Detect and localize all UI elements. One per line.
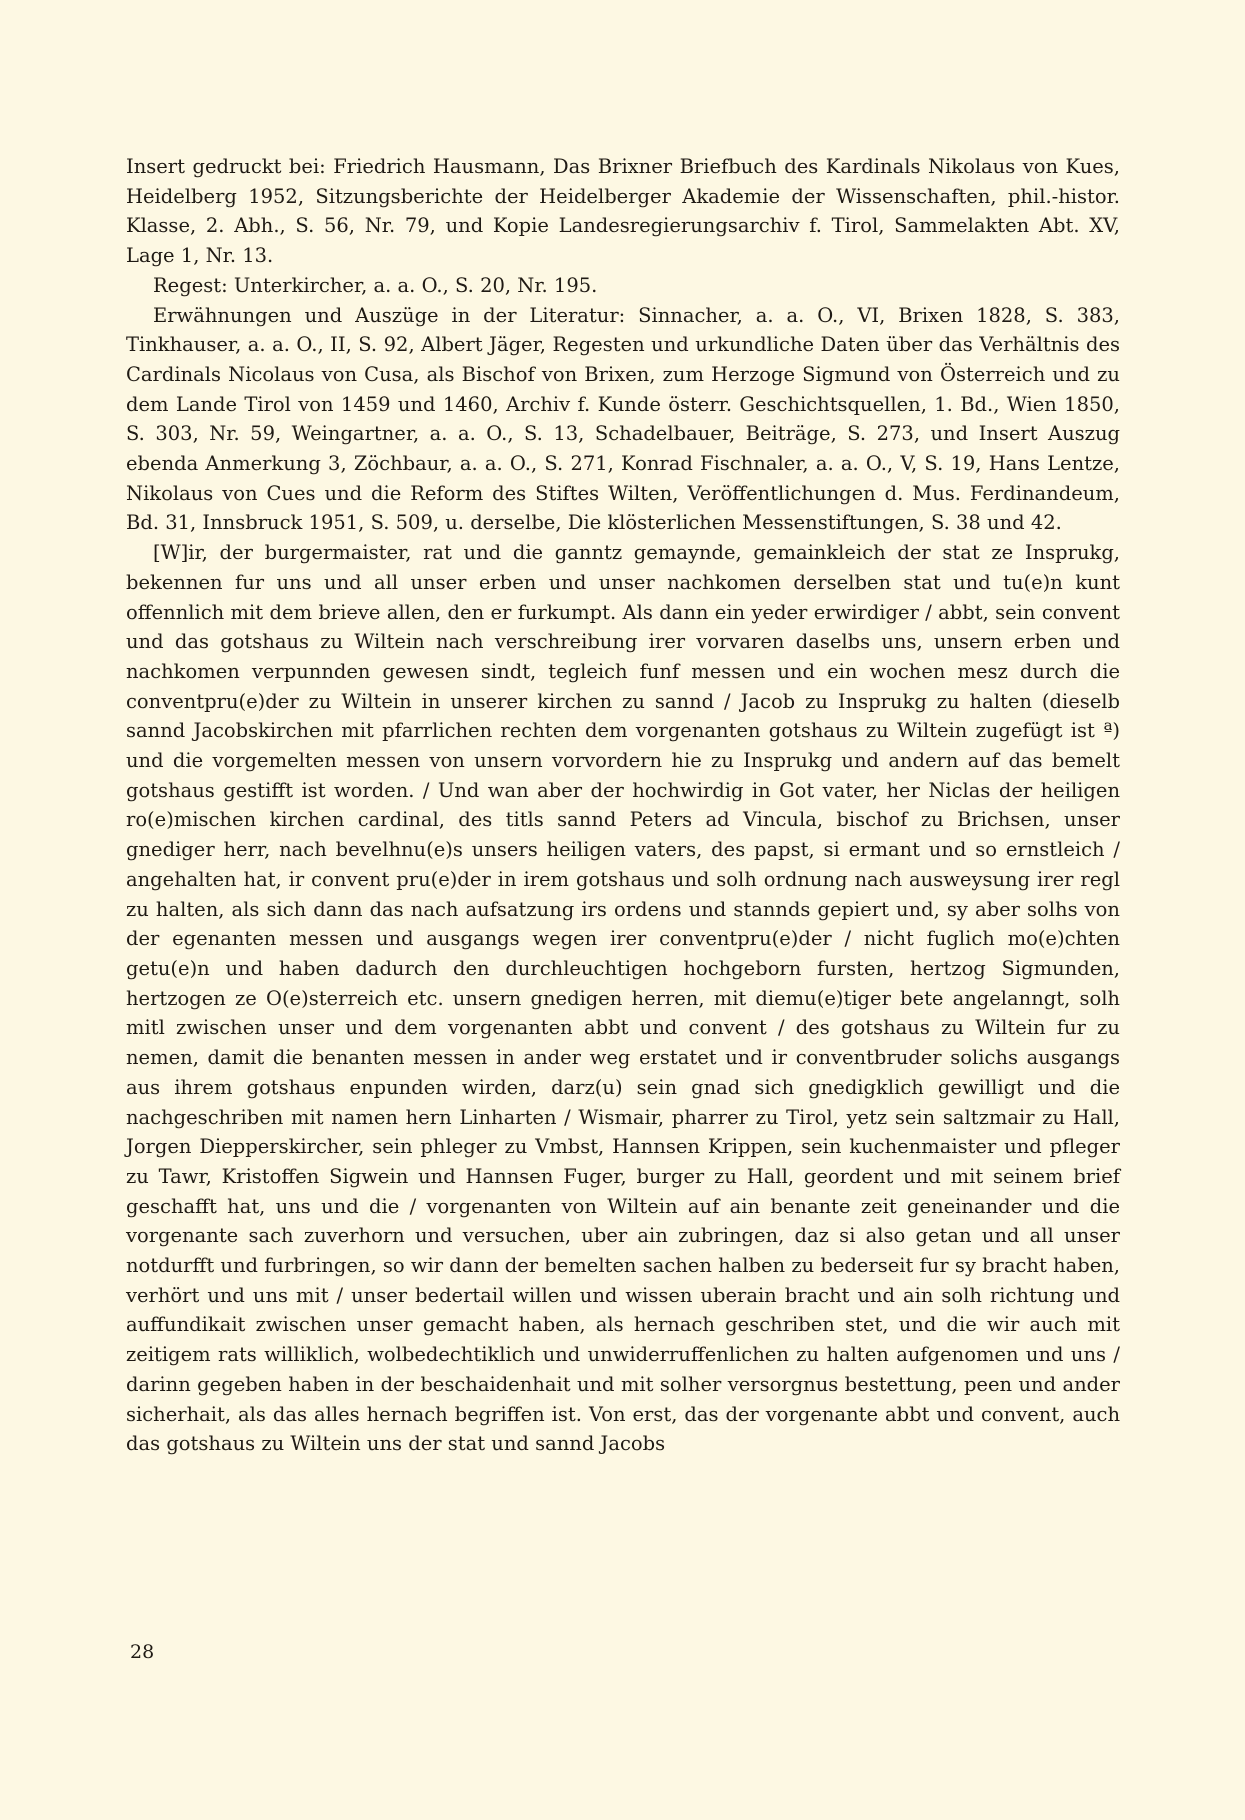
paragraph-literature: Erwähnungen und Auszüge in der Literatur: Sinnacher, a. a. O., VI, Brixen 1828, S. 383, Tinkhauser, a. a. O., II, S. 92, Albert Jäger, Regesten und urkundliche Daten über das Verhältnis des Cardinals Nicolaus von Cusa, als Bischof von Brixen, zum Herzoge Sigmund von Österreich und zu dem Lande Tirol von 1459 und 1460, Archiv f. Kunde österr. Geschichtsquellen, 1. Bd., Wien 1850, S. 303, Nr. 59, Weingartner, a. a. O., S. 13, Schadelbauer, Beiträge, S. 273, und Insert Auszug ebenda Anmerkung 3, Zöchbaur, a. a. O., S. 271, Konrad Fischnaler, a. a. O., V, S. 19, Hans Lentze, Nikolaus von Cues und die Reform des Stiftes Wilten, Veröffentlichungen d. Mus. Ferdinandeum, Bd. 31, Innsbruck 1951, S. 509, u. derselbe, Die klösterlichen Messenstiftungen, S. 38 und 42. — [126, 303, 1120, 535]
paragraph-charter-text: [W]ir, der burgermaister, rat und die ganntz gemaynde, gemainkleich der stat ze Insprukg, bekennen fur uns und all unser erben und unser nachkomen derselben stat und tu(e)n kunt offennlich mit dem brieve allen, den er furkumpt. Als dann ein yeder erwirdiger / abbt, sein convent und das gotshaus zu Wiltein nach verschreibung irer vorvaren daselbs uns, unsern erben und nachkomen verpunnden gewesen sindt, tegleich funf messen und ein wochen mesz durch die conventpru(e)der zu Wiltein in unserer kirchen zu sannd / Jacob zu Insprukg zu halten (dieselb sannd Jacobskirchen mit pfarrlichen rechten dem vorgenanten gotshaus zu Wiltein zugefügt ist ª) und die vorgemelten messen von unsern vorvordern hie zu Insprukg und andern auf das bemelt gotshaus gestifft ist worden. / Und wan aber der hochwirdig in Got vater, her Niclas der heiligen ro(e)mischen kirchen cardinal, des titls sannd Peters ad Vincula, bischof zu Brichsen, unser gnediger herr, nach bevelhnu(e)s unsers heiligen vaters, des papst, si ermant und so ernstleich / angehalten hat, ir convent pru(e)der in irem gotshaus und solh ordnung nach ausweysung irer regl zu halten, als sich dann das nach aufsatzung irs ordens und stannds gepiert und, sy aber solhs von der egenanten messen und ausgangs wegen irer conventpru(e)der / nicht fuglich mo(e)chten getu(e)n und haben dadurch den durchleuchtigen hochgeborn fursten, hertzog Sigmunden, hertzogen ze O(e)sterreich etc. unsern gnedigen herren, mit diemu(e)tiger bete angelanngt, solh mitl zwischen unser und dem vorgenanten abbt und convent / des gotshaus zu Wiltein fur zu nemen, damit die benanten messen in ander weg erstatet und ir conventbruder solichs ausgangs aus ihrem gotshaus enpunden wirden, darz(u) sein gnad sich gnedigklich gewilligt und die nachgeschriben mit namen hern Linharten / Wismair, pharrer zu Tirol, yetz sein saltzmair zu Hall, Jorgen Diepperskircher, sein phleger zu Vmbst, Hannsen Krippen, sein kuchenmaister und pfleger zu Tawr, Kristoffen Sigwein und Hannsen Fuger, burger zu Hall, geordent und mit seinem brief geschafft hat, uns und die / vorgenanten von Wiltein auf ain benante zeit geneinander und die vorgenante sach zuverhorn und versuchen, uber ain zubringen, daz si also getan und all unser notdurfft und furbringen, so wir dann der bemelten sachen halben zu bederseit fur sy bracht haben, verhört und uns mit / unser bedertail willen und wissen uberain bracht und ain solh richtung und auffundikait zwischen unser gemacht haben, als hernach geschriben stet, und die wir auch mit zeitigem rats williklich, wolbedechtiklich und unwiderruffenlichen zu halten aufgenomen und uns / darinn gegeben haben in der beschaidenhait und mit solher versorgnus bestettung, peen und ander sicherhait, als das alles hernach begriffen ist. Von erst, das der vorgenante abbt und convent, auch das gotshaus zu Wiltein uns der stat und sannd Jacobs — [126, 541, 1120, 1456]
page-number: 28 — [130, 1641, 155, 1663]
paragraph-print-source: Insert gedruckt bei: Friedrich Hausmann, Das Brixner Briefbuch des Kardinals Nikolaus von Kues, Heidelberg 1952, Sitzungsberichte der Heidelberger Akademie der Wissenschaften, phil.-histor. Klasse, 2. Abh., S. 56, Nr. 79, und Kopie Landesregierungsarchiv f. Tirol, Sammelakten Abt. XV, Lage 1, Nr. 13. — [126, 155, 1120, 268]
paragraph-regest: Regest: Unterkircher, a. a. O., S. 20, Nr. 195. — [153, 273, 598, 297]
body-text — [126, 152, 1120, 1459]
